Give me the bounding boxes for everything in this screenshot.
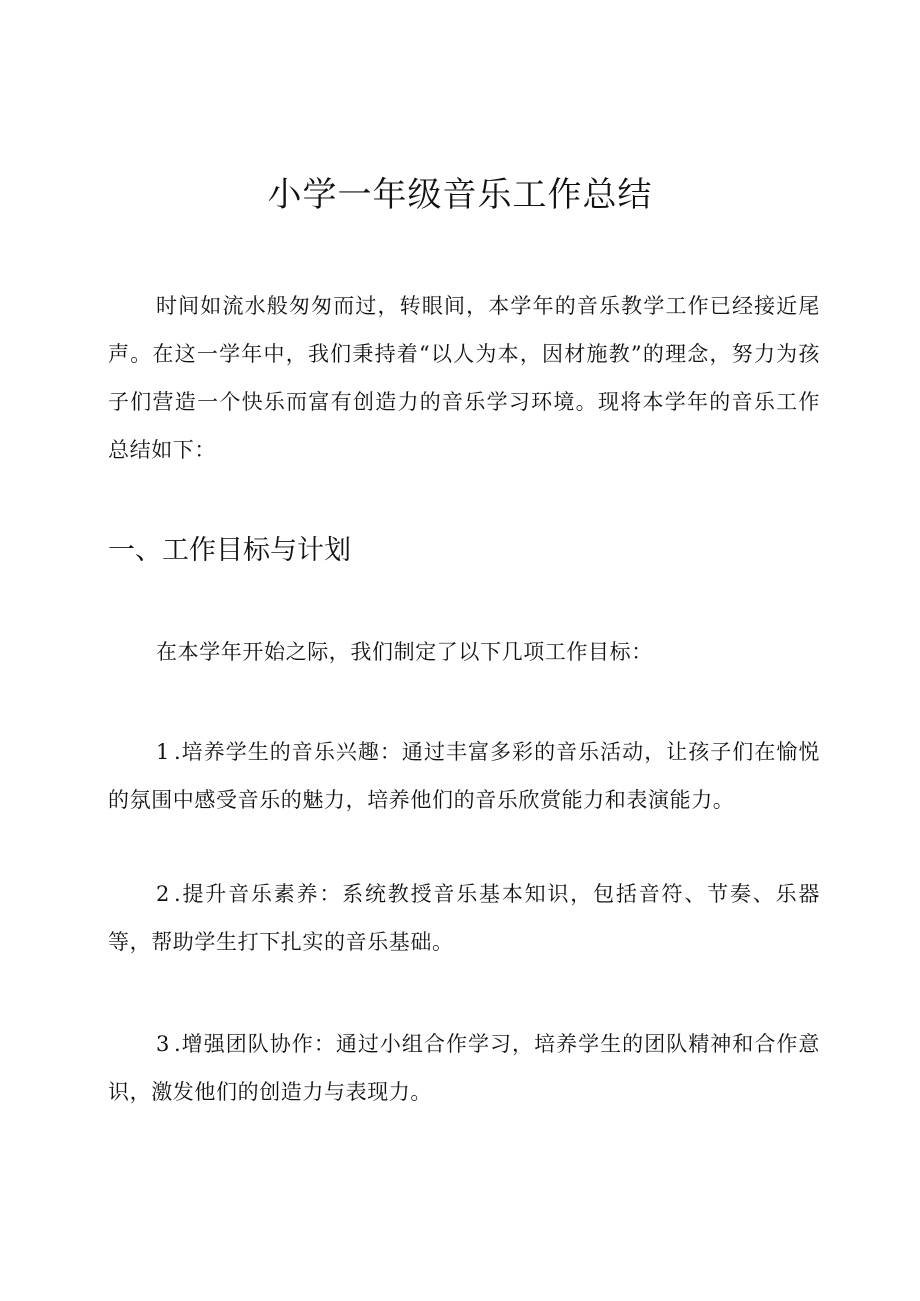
list-item xyxy=(108,1020,820,1116)
list-item-number: 1 xyxy=(156,740,170,764)
list-item-text: .培养学生的音乐兴趣：通过丰富多彩的音乐活动，让孩子们在愉悦的氛围中感受音乐的魅力，培养他们的音乐欣赏能力和表演能力。 xyxy=(108,740,820,812)
intro-paragraph: 时间如流水般匆匆而过，转眼间，本学年的音乐教学工作已经接近尾声。在这一学年中，我们秉持着“以人为本，因材施教”的理念，努力为孩子们营造一个快乐而富有创造力的音乐学习环境。现将本学年的音乐工作总结如下： xyxy=(108,294,820,462)
list-item-number: 3 xyxy=(156,1032,170,1056)
list-item xyxy=(108,870,820,966)
list-item-number: 2 xyxy=(156,882,170,906)
list-item-text: .增强团队协作：通过小组合作学习，培养学生的团队精神和合作意识，激发他们的创造力与表现力。 xyxy=(108,1032,820,1104)
section-heading: 一、工作目标与计划 xyxy=(108,535,351,566)
document-title: 小学一年级音乐工作总结 xyxy=(267,175,653,215)
list-item-text: .提升音乐素养：系统教授音乐基本知识，包括音符、节奏、乐器等，帮助学生打下扎实的音乐基础。 xyxy=(108,882,820,954)
section-lead-paragraph: 在本学年开始之际，我们制定了以下几项工作目标： xyxy=(156,640,653,664)
list-item xyxy=(108,728,820,824)
